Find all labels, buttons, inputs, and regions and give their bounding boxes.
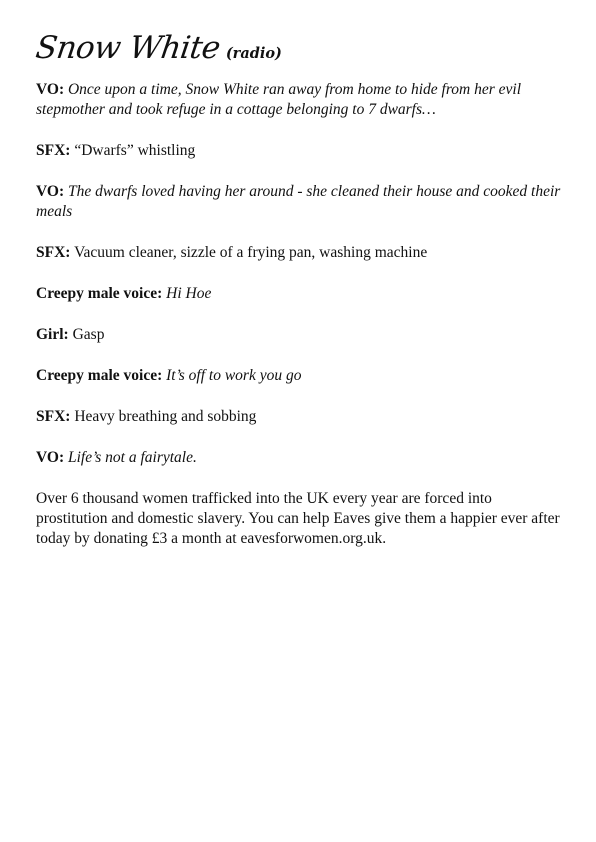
script-line [36,182,561,222]
title-subtitle: (radio) [225,45,282,62]
script-line [36,243,561,263]
line-text: The dwarfs loved having her around - she cleaned their house and cooked their meals [36,183,561,220]
speaker-label: VO: [36,81,65,98]
title-row [33,30,561,72]
line-text: Hi Hoe [166,285,212,302]
speaker-label: Creepy male voice: [36,285,163,302]
script-line [36,80,561,120]
speaker-label: SFX: [36,142,71,159]
closing-paragraph: Over 6 thousand women trafficked into the UK every year are forced into prostitution and domestic slavery. You can help Eaves give them a happier ever after today by donating £3 a month at eavesforwomen.org.uk. [36,490,560,547]
line-text: Once upon a time, Snow White ran away from home to hide from her evil stepmother and took refuge in a cottage belonging to 7 dwarfs… [36,81,522,118]
line-text: Vacuum cleaner, sizzle of a frying pan, washing machine [74,244,428,261]
speaker-label: Girl: [36,326,69,343]
script-line [36,448,561,468]
line-text: Heavy breathing and sobbing [74,408,257,425]
page-title: Snow White [33,30,223,66]
script-line [36,284,561,304]
speaker-label: Creepy male voice: [36,367,163,384]
speaker-label: SFX: [36,408,71,425]
line-text: “Dwarfs” whistling [74,142,196,159]
script-line [36,407,561,427]
line-text: It’s off to work you go [166,367,302,384]
script-line [36,141,561,161]
script-line [36,325,561,345]
line-text: Life’s not a fairytale. [67,449,197,466]
speaker-label: SFX: [36,244,71,261]
speaker-label: VO: [36,183,65,200]
speaker-label: VO: [36,449,65,466]
script-line [36,366,561,386]
script-page [33,30,561,549]
line-text: Gasp [72,326,105,343]
